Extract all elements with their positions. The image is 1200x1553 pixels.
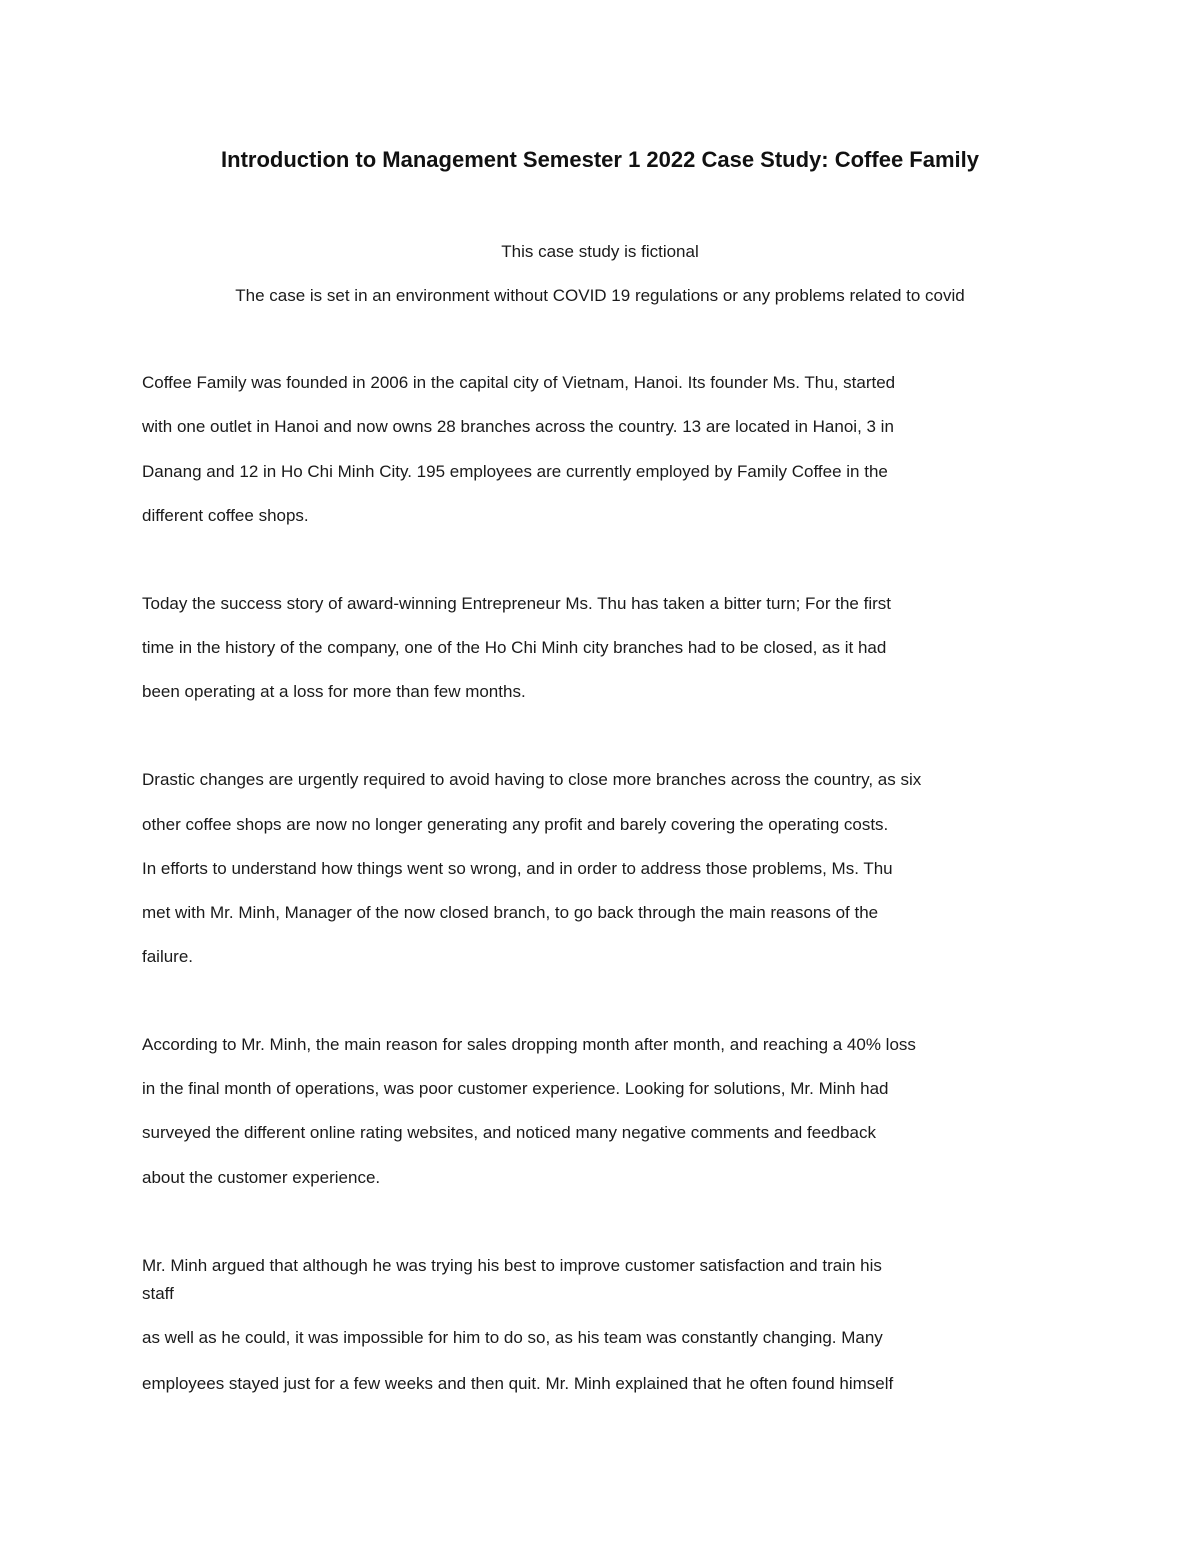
covid-note: The case is set in an environment without COVID 19 regulations or any problems related to covid xyxy=(235,286,965,305)
paragraph-3-line-5: failure. xyxy=(142,947,194,966)
paragraph-5-line-1: Mr. Minh argued that although he was trying his best to improve customer satisfaction and train his xyxy=(142,1256,882,1275)
paragraph-4-line-3: surveyed the different online rating websites, and noticed many negative comments and feedback xyxy=(142,1123,876,1142)
paragraph-1-line-4: different coffee shops. xyxy=(142,506,309,525)
paragraph-3-line-2: other coffee shops are now no longer generating any profit and barely covering the operating costs. xyxy=(142,815,889,834)
paragraph-2-line-3: been operating at a loss for more than few months. xyxy=(142,682,526,701)
paragraph-3-line-4: met with Mr. Minh, Manager of the now closed branch, to go back through the main reasons of the xyxy=(142,903,879,922)
paragraph-1-line-2: with one outlet in Hanoi and now owns 28 branches across the country. 13 are located in Hanoi, 3 in xyxy=(142,417,894,436)
paragraph-4-line-1: According to Mr. Minh, the main reason for sales dropping month after month, and reaching a 40% loss xyxy=(142,1035,916,1054)
paragraph-5-line-4: employees stayed just for a few weeks and then quit. Mr. Minh explained that he often found himself xyxy=(142,1374,894,1393)
paragraph-1-line-3: Danang and 12 in Ho Chi Minh City. 195 employees are currently employed by Family Coffee in the xyxy=(142,462,888,481)
document-title: Introduction to Management Semester 1 2022 Case Study: Coffee Family xyxy=(221,147,979,172)
paragraph-4-line-2: in the final month of operations, was poor customer experience. Looking for solutions, Mr. Minh had xyxy=(142,1079,889,1098)
fiction-note: This case study is fictional xyxy=(501,242,699,261)
paragraph-2-line-2: time in the history of the company, one of the Ho Chi Minh city branches had to be closed, as it had xyxy=(142,638,887,657)
paragraph-5-line-3: as well as he could, it was impossible for him to do so, as his team was constantly changing. Many xyxy=(142,1328,883,1347)
paragraph-2-line-1: Today the success story of award-winning Entrepreneur Ms. Thu has taken a bitter turn; For the first xyxy=(142,594,891,613)
paragraph-3-line-3: In efforts to understand how things went so wrong, and in order to address those problems, Ms. Thu xyxy=(142,859,893,878)
paragraph-4-line-4: about the customer experience. xyxy=(142,1168,381,1187)
paragraph-5-line-2: staff xyxy=(142,1284,174,1303)
paragraph-3-line-1: Drastic changes are urgently required to avoid having to close more branches across the country, as six xyxy=(142,770,922,789)
paragraph-1-line-1: Coffee Family was founded in 2006 in the capital city of Vietnam, Hanoi. Its founder Ms. Thu, started xyxy=(142,373,896,392)
